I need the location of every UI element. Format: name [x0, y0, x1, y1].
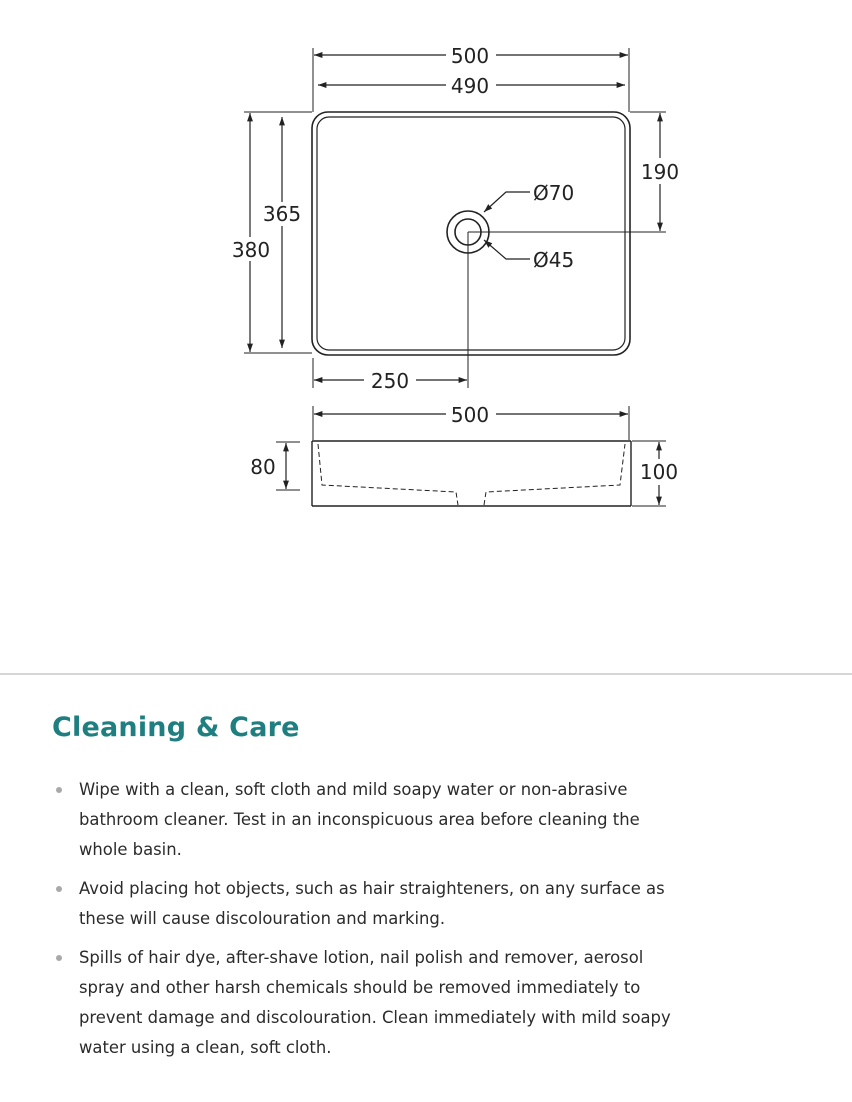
label-waste-inner-diameter: Ø45 [533, 248, 575, 272]
label-outer-width: 500 [450, 44, 490, 68]
label-side-width: 500 [450, 403, 490, 427]
care-item-text: Avoid placing hot objects, such as hair straighteners, on any surface as these will cause discolouration and marking. [79, 879, 665, 928]
care-item-text: Spills of hair dye, after-shave lotion, nail polish and remover, aerosol spray and other harsh chemicals should be removed immediately to prevent damage and discolouration. Clean immediately with mild soapy water using a clean, soft cloth. [79, 948, 671, 1057]
bullet-icon [56, 955, 62, 961]
leader-inner-diameter [484, 240, 530, 259]
list-item [52, 874, 692, 934]
side-view-hidden-bowl [318, 444, 625, 505]
basin-outer-outline [312, 112, 630, 355]
label-inner-width: 490 [450, 74, 490, 98]
basin-inner-outline [317, 117, 625, 350]
label-side-inner-depth: 80 [250, 455, 276, 479]
label-inner-depth: 365 [262, 202, 302, 226]
section-divider [0, 673, 852, 675]
label-waste-offset-back: 190 [640, 160, 680, 184]
bullet-icon [56, 787, 62, 793]
list-item [52, 775, 692, 865]
list-item [52, 943, 692, 1063]
bullet-icon [56, 886, 62, 892]
label-outer-depth: 380 [231, 238, 271, 262]
label-waste-outer-diameter: Ø70 [533, 181, 575, 205]
label-waste-offset-side: 250 [370, 369, 410, 393]
leader-outer-diameter [484, 192, 530, 212]
care-item-text: Wipe with a clean, soft cloth and mild soapy water or non-abrasive bathroom cleaner. Test in an inconspicuous area before cleaning the whole basin. [79, 780, 640, 859]
label-side-overall-height: 100 [639, 460, 679, 484]
care-instructions-list [52, 775, 692, 1072]
care-section-title: Cleaning & Care [52, 712, 300, 743]
